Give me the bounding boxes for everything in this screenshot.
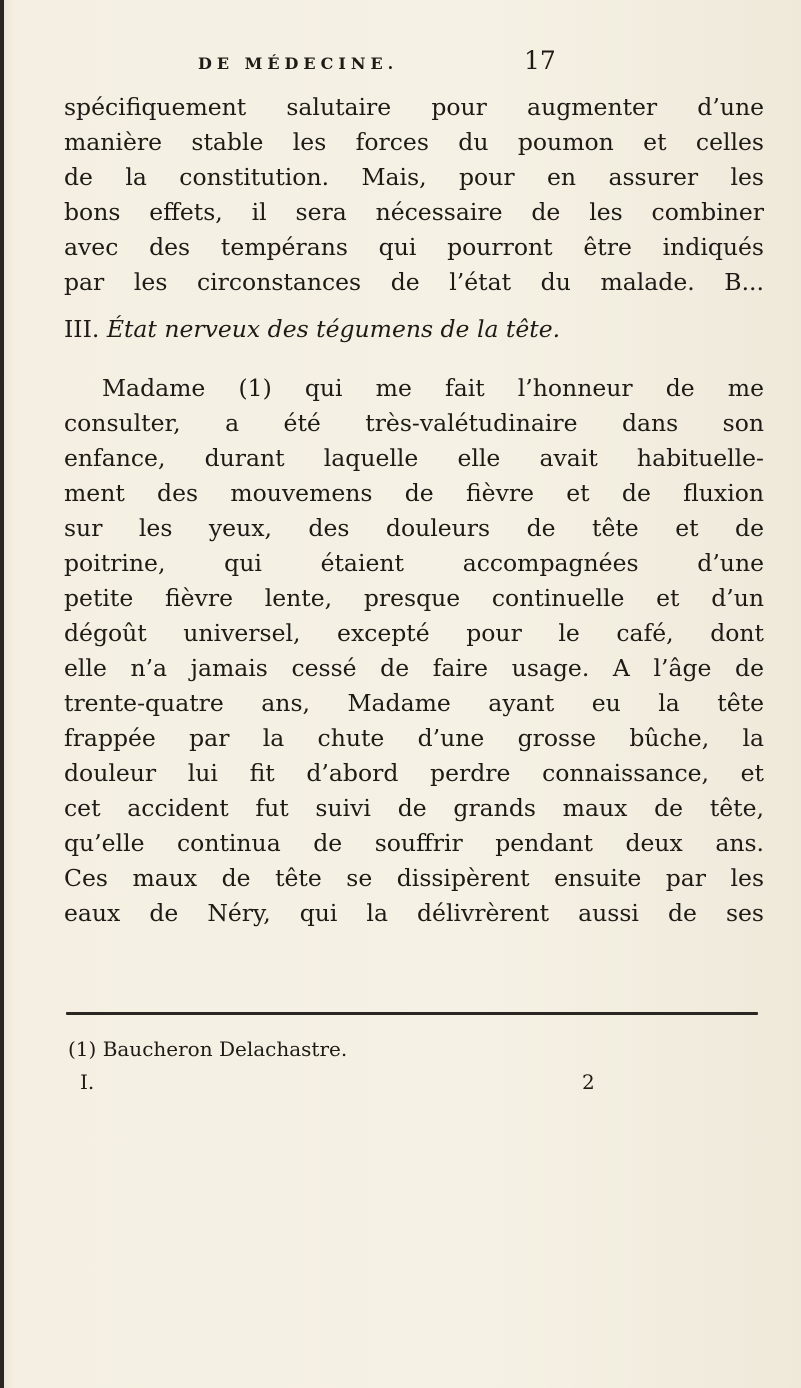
paragraph-2 [64,371,764,931]
text-line: spécifiquement salutaire pour augmenter d’une [64,93,764,121]
text-line: ment des mouvemens de fièvre et de fluxion [64,479,764,507]
text-block [64,40,764,931]
text-line: consulter, a été très-valétudinaire dans son [64,409,764,437]
section-number: III. [64,315,100,343]
text-line: douleur lui fit d’abord perdre connaissance, et [64,759,764,787]
text-line: trente-quatre ans, Madame ayant eu la tête [64,689,764,717]
text-line: qu’elle continua de souffrir pendant deux ans. [64,829,764,857]
text-line: bons effets, il sera nécessaire de les combiner [64,198,764,226]
text-line: eaux de Néry, qui la délivrèrent aussi de ses [64,899,764,927]
text-line: petite fièvre lente, presque continuelle et d’un [64,584,764,612]
running-head-title: DE MÉDECINE. [198,54,399,73]
paragraph-1 [64,90,764,300]
text-line: elle n’a jamais cessé de faire usage. A l’âge de [64,654,764,682]
text-line: dégoût universel, excepté pour le café, dont [64,619,764,647]
text-line: frappée par la chute d’une grosse bûche, la [64,724,764,752]
text-line: poitrine, qui étaient accompagnées d’une [64,549,764,577]
text-line: cet accident fut suivi de grands maux de tête, [64,794,764,822]
section-title: État nerveux des tégumens de la tête. [106,315,561,343]
text-line: avec des tempérans qui pourront être indiqués [64,233,764,261]
text-line: manière stable les forces du poumon et celles [64,128,764,156]
page-number: 17 [524,46,556,75]
signature-mark-right: 2 [582,1070,595,1094]
footnote: (1) Baucheron Delachastre. [68,1037,348,1061]
text-line: Madame (1) qui me fait l’honneur de me [102,374,764,402]
text-line: par les circonstances de l’état du malade. B... [64,268,764,296]
binding-edge [0,0,4,1388]
running-head [64,40,764,90]
text-line: de la constitution. Mais, pour en assurer les [64,163,764,191]
text-line: enfance, durant laquelle elle avait habituelle- [64,444,764,472]
text-line: sur les yeux, des douleurs de tête et de [64,514,764,542]
section-heading [64,312,764,347]
signature-mark-left: I. [80,1070,95,1094]
text-line: Ces maux de tête se dissipèrent ensuite par les [64,864,764,892]
footnote-rule [66,1012,758,1015]
